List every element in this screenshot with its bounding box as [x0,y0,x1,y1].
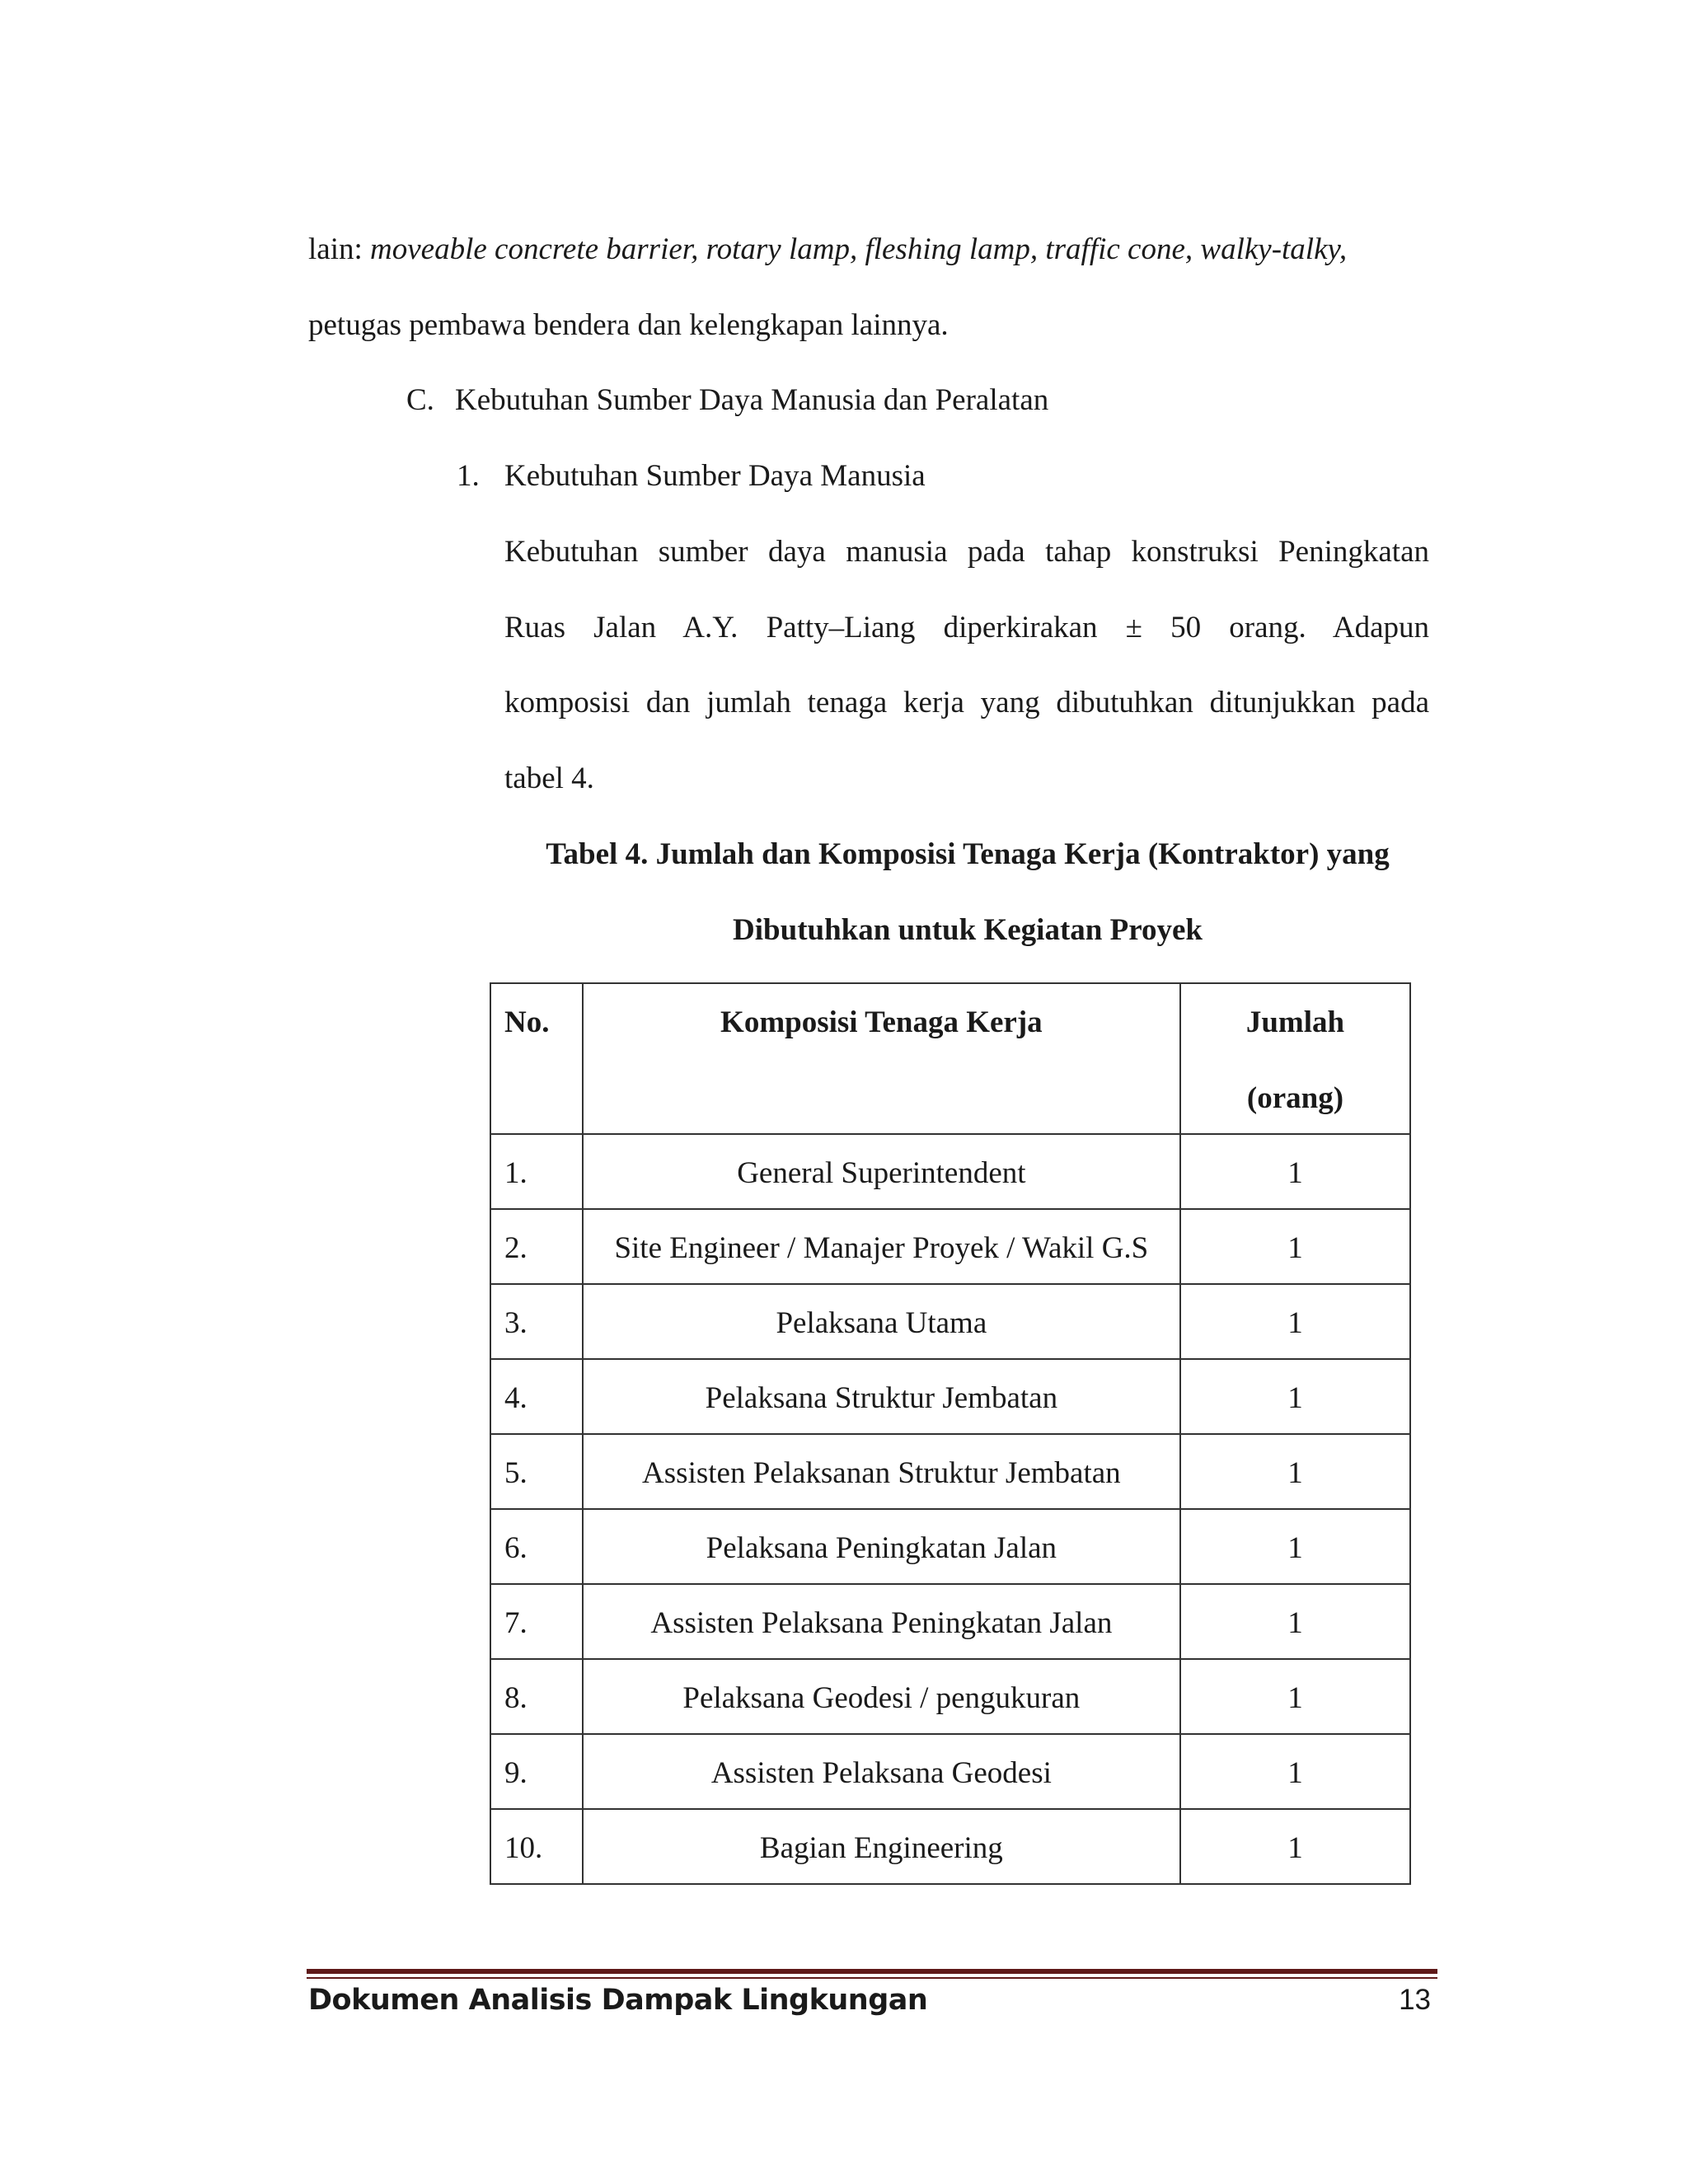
body-line-2: Ruas Jalan A.Y. Patty–Liang diperkirakan ± 50 orang. Adapun [504,611,1429,644]
row-jumlah: 1 [1180,1659,1410,1734]
row-jumlah: 1 [1180,1284,1410,1359]
table-row [490,1434,1410,1509]
table-caption-line-1: Tabel 4. Jumlah dan Komposisi Tenaga Kerja (Kontraktor) yang [546,837,1390,871]
workforce-table [490,982,1411,1885]
row-komposisi: Pelaksana Peningkatan Jalan [583,1509,1180,1584]
table-row [490,1734,1410,1809]
body-line-3: komposisi dan jumlah tenaga kerja yang dibutuhkan ditunjukkan pada [504,686,1429,719]
row-no: 8. [490,1659,583,1734]
table-row [490,1809,1410,1884]
subsection-1-title: Kebutuhan Sumber Daya Manusia [504,459,926,493]
subsection-1-marker: 1. [457,459,480,493]
section-c-marker: C. [406,383,434,417]
table-row [490,1209,1410,1284]
row-komposisi: Assisten Pelaksanan Struktur Jembatan [583,1434,1180,1509]
row-no: 5. [490,1434,583,1509]
row-no: 2. [490,1209,583,1284]
row-komposisi: Assisten Pelaksana Geodesi [583,1734,1180,1809]
footer-title: Dokumen Analisis Dampak Lingkungan [308,1984,928,2017]
row-komposisi: Pelaksana Geodesi / pengukuran [583,1659,1180,1734]
row-no: 3. [490,1284,583,1359]
table-row [490,1659,1410,1734]
page-number: 13 [1399,1984,1431,2016]
intro-line-2: petugas pembawa bendera dan kelengkapan lainnya. [308,308,949,342]
section-c-title: Kebutuhan Sumber Daya Manusia dan Peralatan [455,383,1049,417]
table-body [490,1134,1410,1884]
body-line-1: Kebutuhan sumber daya manusia pada tahap konstruksi Peningkatan [504,535,1429,569]
table-row [490,1284,1410,1359]
row-jumlah: 1 [1180,1209,1410,1284]
row-jumlah: 1 [1180,1584,1410,1659]
body-line-4: tabel 4. [504,762,594,795]
footer-rule-thick [307,1969,1437,1974]
table-row [490,1509,1410,1584]
row-no: 10. [490,1809,583,1884]
row-jumlah: 1 [1180,1134,1410,1209]
row-komposisi: Pelaksana Utama [583,1284,1180,1359]
row-komposisi: General Superintendent [583,1134,1180,1209]
row-komposisi: Assisten Pelaksana Peningkatan Jalan [583,1584,1180,1659]
row-jumlah: 1 [1180,1434,1410,1509]
row-no: 9. [490,1734,583,1809]
row-no: 6. [490,1509,583,1584]
row-no: 1. [490,1134,583,1209]
header-jumlah [1180,983,1410,1134]
intro-line-1 [308,231,1347,269]
table-row [490,1134,1410,1209]
header-no: No. [490,983,583,1134]
table-row [490,1359,1410,1434]
row-no: 4. [490,1359,583,1434]
row-jumlah: 1 [1180,1509,1410,1584]
row-jumlah: 1 [1180,1734,1410,1809]
table-row [490,1584,1410,1659]
header-jumlah-line-1: Jumlah [1245,1005,1345,1039]
row-komposisi: Pelaksana Struktur Jembatan [583,1359,1180,1434]
row-no: 7. [490,1584,583,1659]
intro-line-1-prefix: lain: [308,232,371,266]
equipment-list: moveable concrete barrier, rotary lamp, fleshing lamp, traffic cone, walky-talky, [370,232,1348,266]
table-header-row [490,983,1410,1134]
header-komposisi: Komposisi Tenaga Kerja [583,983,1180,1134]
table-caption-line-2: Dibutuhkan untuk Kegiatan Proyek [733,913,1203,947]
row-jumlah: 1 [1180,1359,1410,1434]
row-komposisi: Bagian Engineering [583,1809,1180,1884]
row-komposisi: Site Engineer / Manajer Proyek / Wakil G.S [583,1209,1180,1284]
row-jumlah: 1 [1180,1809,1410,1884]
header-jumlah-line-2: (orang) [1246,1081,1344,1115]
footer-rule-thin [307,1977,1437,1979]
